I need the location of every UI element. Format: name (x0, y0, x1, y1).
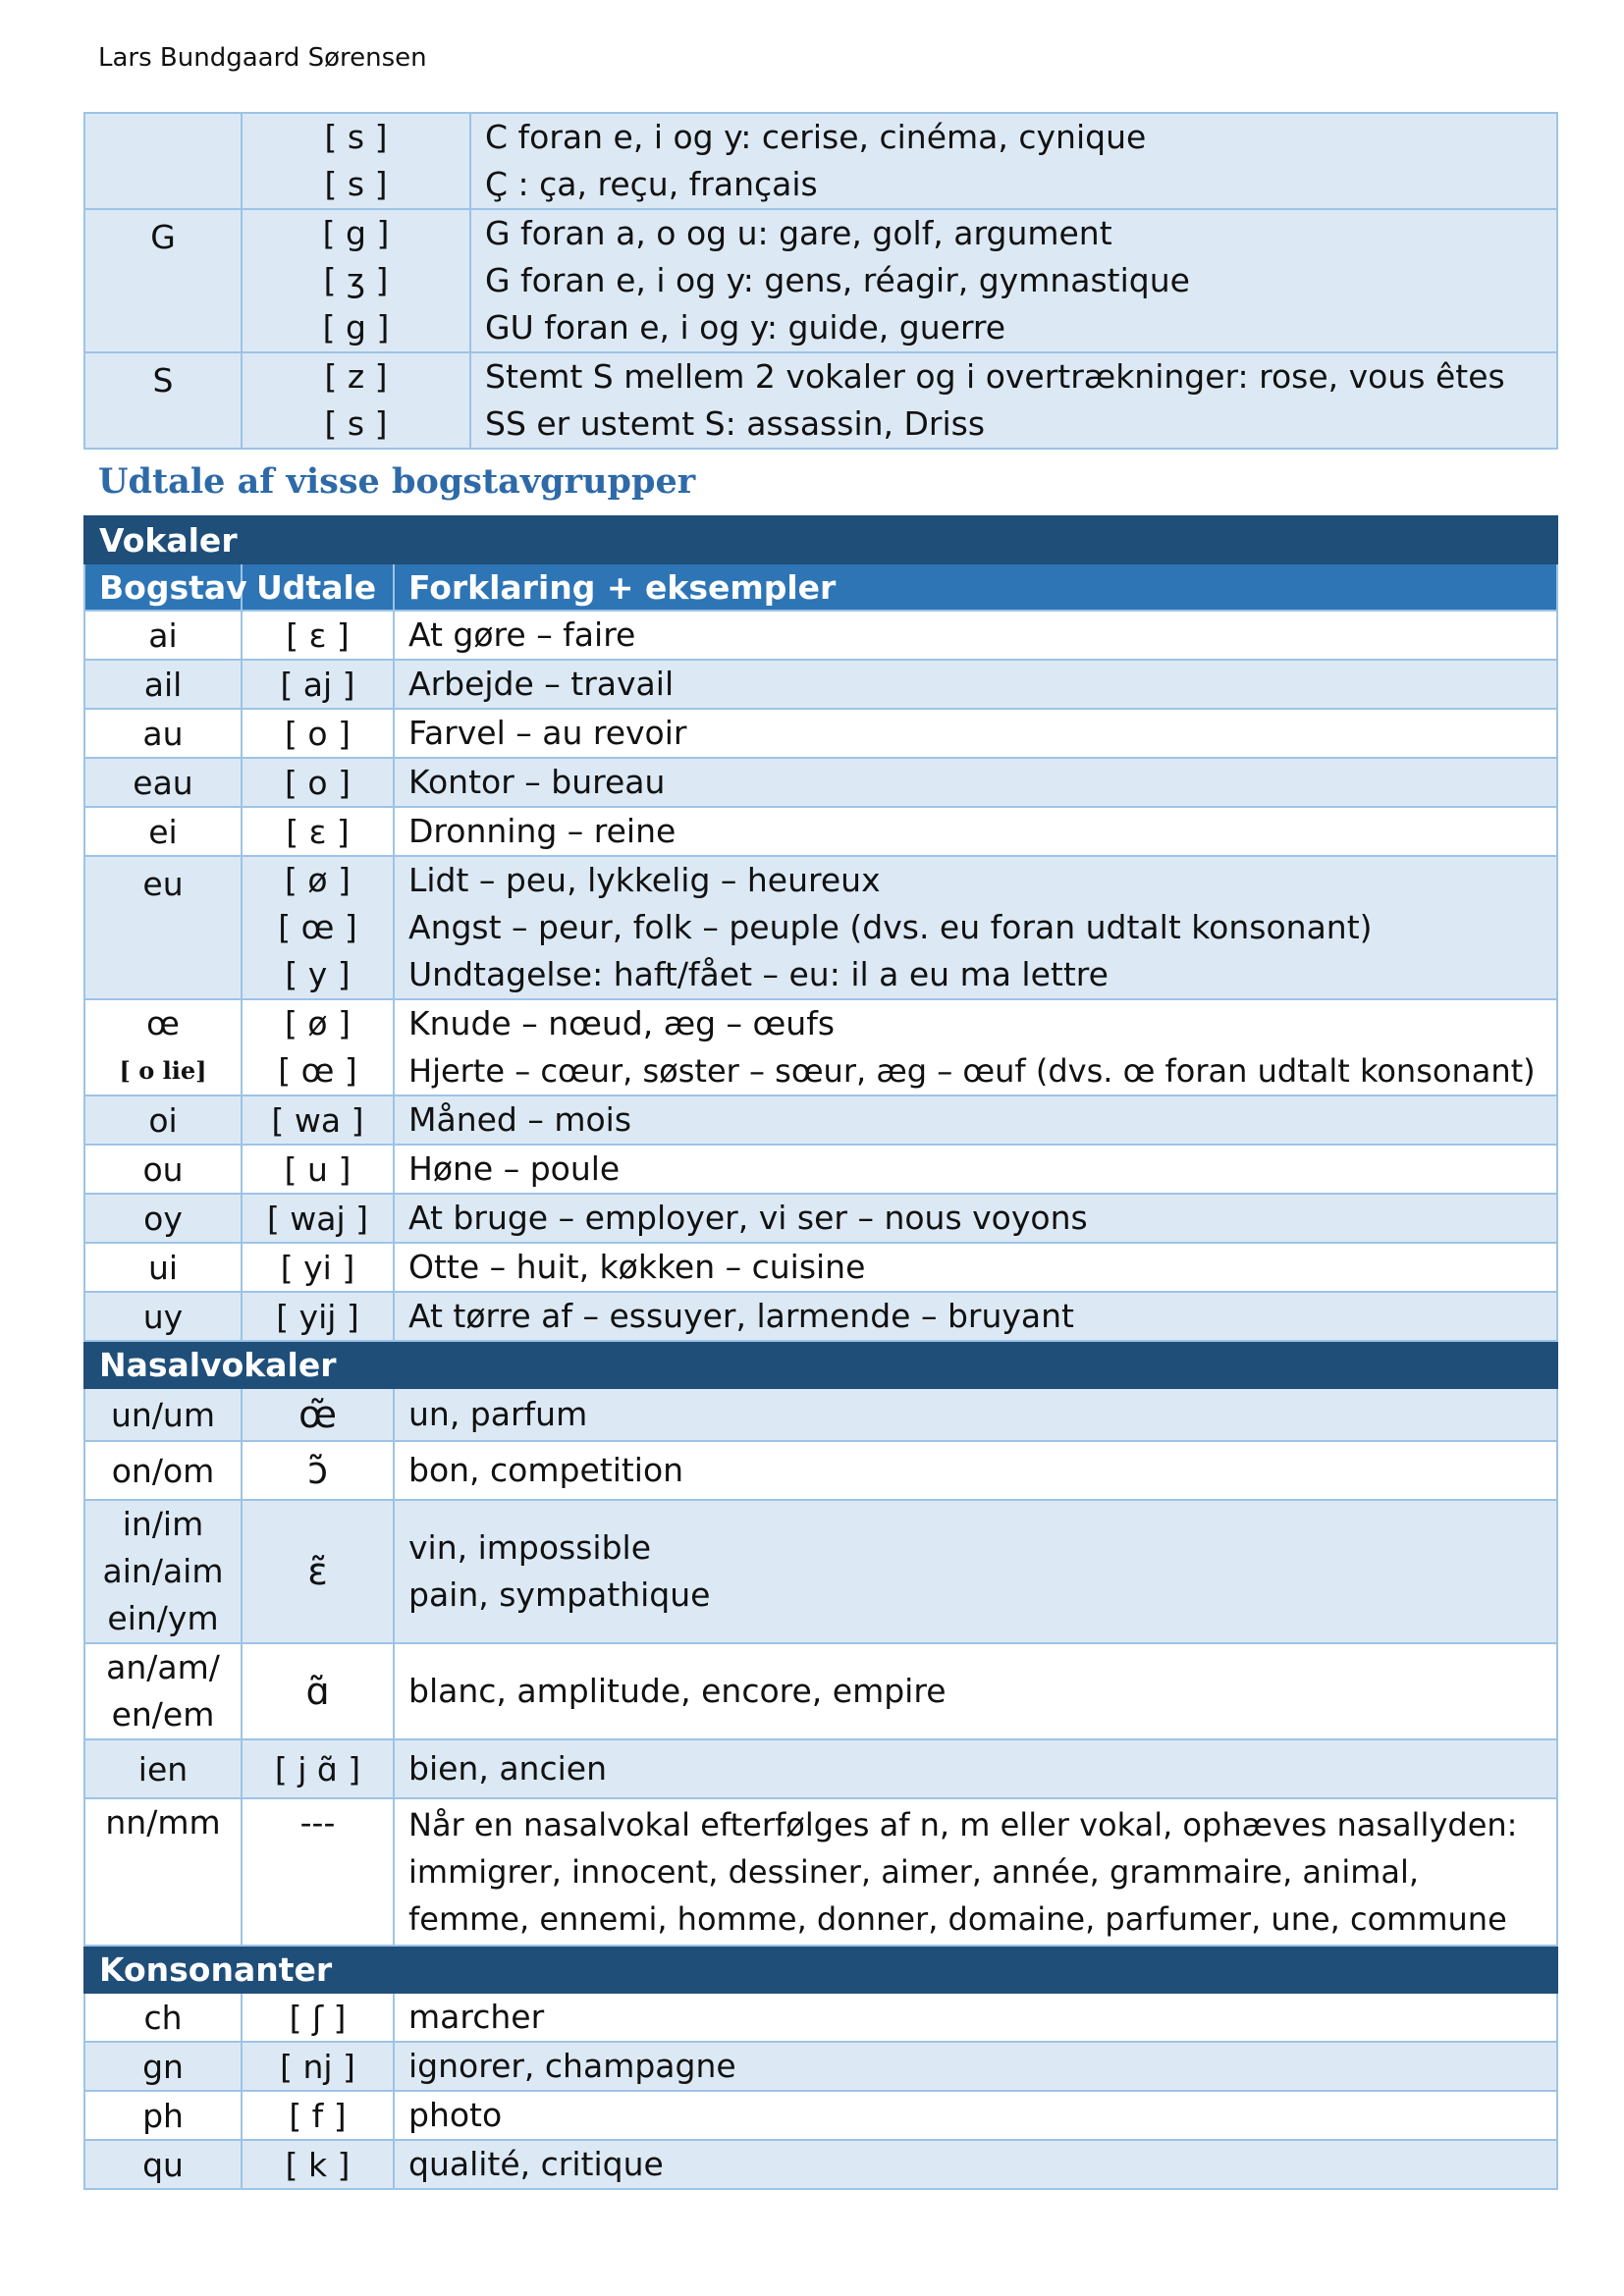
group-cell: eau (84, 758, 242, 807)
explanation-cell: At tørre af – essuyer, larmende – bruyant (394, 1292, 1557, 1341)
explanation-cell (394, 1798, 1557, 1946)
section-row-vokaler (84, 516, 1557, 563)
group-cell: qu (84, 2140, 242, 2189)
table-row (84, 1194, 1557, 1243)
sound-cell: [ k ] (242, 2140, 394, 2189)
sound-cell: [ ɛ ] (242, 807, 394, 856)
table-row (84, 1500, 1557, 1643)
table-row (84, 709, 1557, 758)
group-cell: ei (84, 807, 242, 856)
column-header: Bogstav (84, 563, 242, 611)
table-row (84, 2042, 1557, 2091)
sound-cell: [ aj ] (242, 660, 394, 709)
table-row (84, 999, 1557, 1095)
table-row (84, 352, 1557, 449)
sound: [ ʒ ] (323, 261, 389, 299)
explanation-cell: qualité, critique (394, 2140, 1557, 2189)
table-row (84, 611, 1557, 660)
sound-cell: [ o ] (242, 758, 394, 807)
explanation-cell: ignorer, champagne (394, 2042, 1557, 2091)
sound-cell: [ j ɑ̃ ] (242, 1739, 394, 1798)
explanation: G foran a, o og u: gare, golf, argument (485, 214, 1112, 252)
sound-cell: [ waj ] (242, 1194, 394, 1243)
sound: [ z ] (324, 357, 388, 396)
explanation-cell: bien, ancien (394, 1739, 1557, 1798)
table-row (84, 807, 1557, 856)
consonant-table-continued (83, 112, 1558, 450)
section-row-konsonanter (84, 1946, 1557, 1993)
explanation-cell (470, 352, 1557, 449)
explanation: GU foran e, i og y: guide, guerre (485, 308, 1006, 347)
group-cell: au (84, 709, 242, 758)
explanation: SS er ustemt S: assassin, Driss (485, 404, 986, 443)
explanation-cell (394, 999, 1557, 1095)
table-row (84, 209, 1557, 352)
explanation-cell (394, 856, 1557, 999)
sound-cell: [ nj ] (242, 2042, 394, 2091)
group: ain/aim (102, 1552, 224, 1590)
letter-cell (84, 209, 242, 352)
explanation-cell (470, 209, 1557, 352)
group-cell: uy (84, 1292, 242, 1341)
sound-cell: ɔ̃ (242, 1441, 394, 1500)
sound: [ ø ] (285, 1004, 351, 1042)
group-cell: oy (84, 1194, 242, 1243)
group: en/em (111, 1695, 215, 1734)
explanation: immigrer, innocent, dessiner, aimer, année, grammaire, animal, (408, 1853, 1420, 1891)
table-row (84, 1739, 1557, 1798)
table-row (84, 1292, 1557, 1341)
sound-cell (242, 113, 470, 209)
group-cell: gn (84, 2042, 242, 2091)
explanation-cell: Kontor – bureau (394, 758, 1557, 807)
sound-cell: [ ɛ ] (242, 611, 394, 660)
explanation-cell (470, 113, 1557, 209)
group: œ (146, 1004, 180, 1042)
table-row (84, 1643, 1557, 1739)
group-note: [ o lie] (119, 1056, 207, 1085)
explanation-cell: blanc, amplitude, encore, empire (394, 1643, 1557, 1739)
sound-cell: [ yi ] (242, 1243, 394, 1292)
group-cell: oi (84, 1095, 242, 1145)
group: an/am/ (106, 1648, 220, 1686)
sound: [ y ] (285, 955, 351, 993)
column-header-row (84, 563, 1557, 611)
table-row (84, 1243, 1557, 1292)
table-row (84, 1388, 1557, 1441)
table-row (84, 113, 1557, 209)
table-row (84, 1441, 1557, 1500)
explanation: Hjerte – cœur, søster – sœur, æg – œuf (dvs. œ foran udtalt konsonant) (408, 1052, 1536, 1090)
sound-cell: œ̃ (242, 1388, 394, 1441)
group-cell: nn/mm (84, 1798, 242, 1946)
explanation: Stemt S mellem 2 vokaler og i overtrækninger: rose, vous êtes (485, 357, 1505, 396)
column-header: Forklaring + eksempler (394, 563, 1557, 611)
explanation: Ç : ça, reçu, français (485, 165, 818, 203)
group-cell (84, 856, 242, 999)
group-cell (84, 1500, 242, 1643)
group-cell (84, 999, 242, 1095)
explanation-cell: At gøre – faire (394, 611, 1557, 660)
sound: [ œ ] (278, 908, 357, 946)
sound-cell: [ o ] (242, 709, 394, 758)
column-header: Udtale (242, 563, 394, 611)
explanation-cell: Måned – mois (394, 1095, 1557, 1145)
group-cell: ail (84, 660, 242, 709)
group-cell: ou (84, 1145, 242, 1194)
table-row (84, 1095, 1557, 1145)
explanation: pain, sympathique (408, 1575, 711, 1614)
letter-cell (84, 352, 242, 449)
explanation-cell: bon, competition (394, 1441, 1557, 1500)
sound-cell: --- (242, 1798, 394, 1946)
letter-groups-table (83, 515, 1558, 2190)
explanation-cell: At bruge – employer, vi ser – nous voyons (394, 1194, 1557, 1243)
explanation-cell: Dronning – reine (394, 807, 1557, 856)
explanation: Når en nasalvokal efterfølges af n, m eller vokal, ophæves nasallyden: (408, 1806, 1518, 1843)
sound: [ œ ] (278, 1051, 357, 1090)
sound: [ g ] (322, 214, 390, 252)
sound-cell (242, 209, 470, 352)
sound: [ g ] (322, 308, 390, 347)
explanation: femme, ennemi, homme, donner, domaine, parfumer, une, commune (408, 1900, 1507, 1938)
table-row (84, 2140, 1557, 2189)
group-cell: ai (84, 611, 242, 660)
sound-cell: [ wa ] (242, 1095, 394, 1145)
sound: [ s ] (324, 165, 388, 203)
table-row (84, 1993, 1557, 2042)
sound: [ s ] (324, 404, 388, 443)
group: eu (142, 865, 184, 903)
table-row (84, 856, 1557, 999)
letter: G (150, 218, 176, 256)
explanation: G foran e, i og y: gens, réagir, gymnastique (485, 261, 1190, 299)
group-cell: un/um (84, 1388, 242, 1441)
sound: [ s ] (324, 118, 388, 156)
table-row (84, 2091, 1557, 2140)
table-row (84, 1145, 1557, 1194)
sound: [ ø ] (285, 861, 351, 899)
explanation-cell: Arbejde – travail (394, 660, 1557, 709)
group: ein/ym (107, 1599, 219, 1637)
letter-cell (84, 113, 242, 209)
group-cell (84, 1643, 242, 1739)
explanation-cell: Otte – huit, køkken – cuisine (394, 1243, 1557, 1292)
sound-cell: [ yij ] (242, 1292, 394, 1341)
section-heading: Udtale af visse bogstavgrupper (98, 461, 696, 502)
sound-cell: [ u ] (242, 1145, 394, 1194)
section-title: Nasalvokaler (84, 1341, 1557, 1388)
section-title: Vokaler (84, 516, 1557, 563)
sound-cell (242, 352, 470, 449)
group-cell: ch (84, 1993, 242, 2042)
group-cell: ien (84, 1739, 242, 1798)
group-cell: ph (84, 2091, 242, 2140)
sound-cell (242, 999, 394, 1095)
table-row (84, 660, 1557, 709)
explanation: Undtagelse: haft/fået – eu: il a eu ma lettre (408, 955, 1109, 993)
explanation-cell: marcher (394, 1993, 1557, 2042)
sound-cell: [ f ] (242, 2091, 394, 2140)
explanation: Knude – nœud, æg – œufs (408, 1004, 836, 1042)
sound-cell: ɑ̃ (242, 1643, 394, 1739)
page-header-author: Lars Bundgaard Sørensen (98, 43, 427, 73)
group: in/im (122, 1505, 204, 1543)
explanation: Angst – peur, folk – peuple (dvs. eu foran udtalt konsonant) (408, 908, 1373, 946)
explanation-cell (394, 1500, 1557, 1643)
group-cell: ui (84, 1243, 242, 1292)
explanation: vin, impossible (408, 1528, 652, 1567)
explanation-cell: Høne – poule (394, 1145, 1557, 1194)
section-title: Konsonanter (84, 1946, 1557, 1993)
sound-cell: ɛ̃ (242, 1500, 394, 1643)
table-row (84, 758, 1557, 807)
explanation-cell: un, parfum (394, 1388, 1557, 1441)
section-row-nasalvokaler (84, 1341, 1557, 1388)
explanation-cell: Farvel – au revoir (394, 709, 1557, 758)
explanation: Lidt – peu, lykkelig – heureux (408, 861, 881, 899)
explanation-cell: photo (394, 2091, 1557, 2140)
letter: S (152, 361, 174, 400)
table-row (84, 1798, 1557, 1946)
explanation: C foran e, i og y: cerise, cinéma, cynique (485, 118, 1147, 156)
sound-cell: [ ʃ ] (242, 1993, 394, 2042)
group-cell: on/om (84, 1441, 242, 1500)
sound-cell (242, 856, 394, 999)
